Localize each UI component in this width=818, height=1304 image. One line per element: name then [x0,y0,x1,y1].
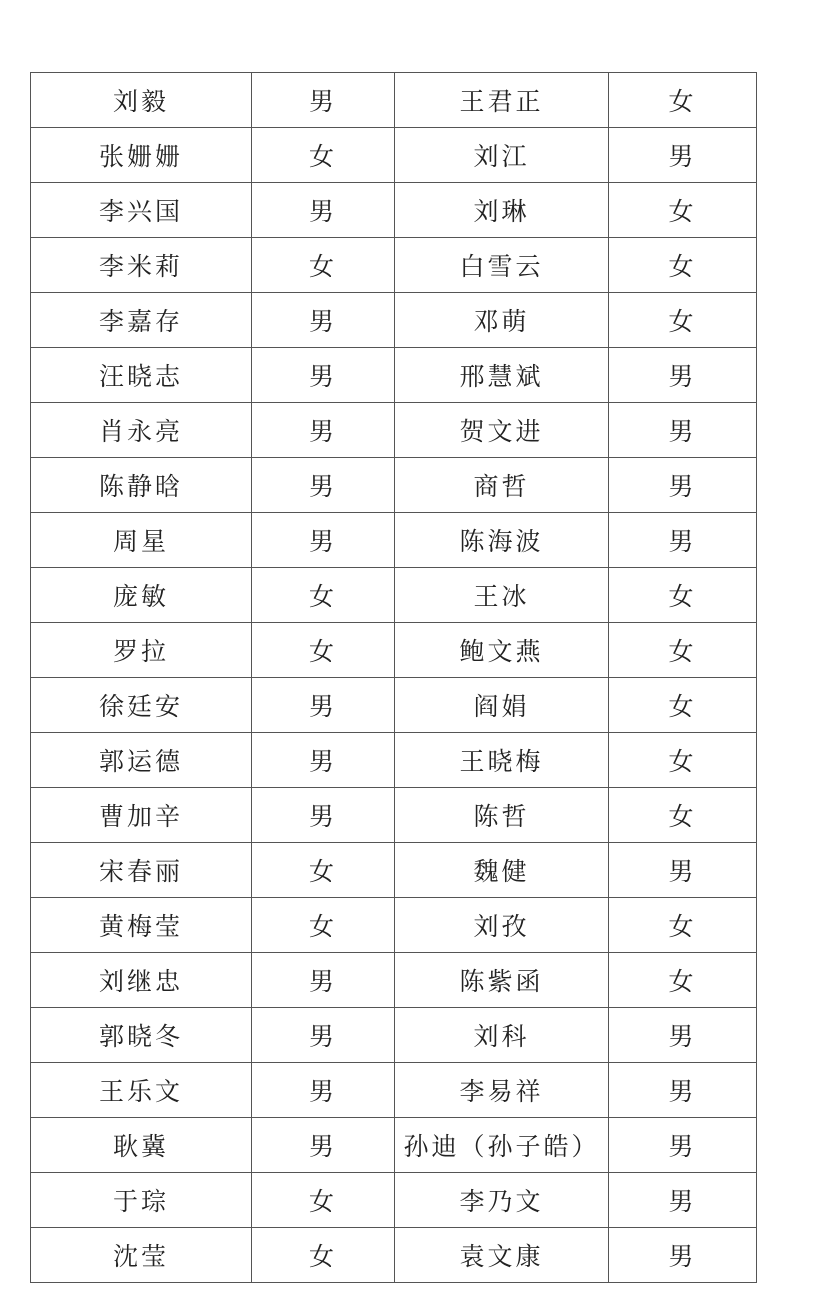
table-row [31,128,757,183]
gender-cell: 男 [252,403,395,458]
gender-cell: 男 [609,403,757,458]
gender-cell: 女 [252,898,395,953]
table-row [31,898,757,953]
gender-cell: 男 [252,183,395,238]
gender-cell: 男 [252,678,395,733]
gender-cell: 男 [609,1118,757,1173]
gender-cell: 女 [609,953,757,1008]
name-cell: 李嘉存 [31,293,252,348]
name-cell: 陈海波 [395,513,609,568]
name-cell: 陈哲 [395,788,609,843]
name-cell: 鲍文燕 [395,623,609,678]
name-cell: 郭晓冬 [31,1008,252,1063]
gender-cell: 女 [252,1173,395,1228]
table-row [31,1063,757,1118]
gender-cell: 女 [252,128,395,183]
table-row [31,1008,757,1063]
gender-cell: 女 [252,623,395,678]
name-cell: 李米莉 [31,238,252,293]
gender-cell: 女 [609,678,757,733]
roster-table-body [31,73,757,1283]
gender-cell: 男 [609,1008,757,1063]
gender-cell: 男 [252,348,395,403]
name-cell: 刘孜 [395,898,609,953]
gender-cell: 男 [609,128,757,183]
name-cell: 孙迪（孙子皓） [395,1118,609,1173]
name-cell: 王冰 [395,568,609,623]
table-row [31,458,757,513]
name-cell: 汪晓志 [31,348,252,403]
gender-cell: 男 [252,458,395,513]
name-cell: 庞敏 [31,568,252,623]
gender-cell: 女 [609,788,757,843]
name-cell: 魏健 [395,843,609,898]
gender-cell: 男 [252,733,395,788]
name-cell: 邢慧斌 [395,348,609,403]
name-cell: 阎娟 [395,678,609,733]
name-cell: 宋春丽 [31,843,252,898]
name-cell: 陈静晗 [31,458,252,513]
gender-cell: 女 [609,568,757,623]
table-row [31,513,757,568]
name-cell: 商哲 [395,458,609,513]
name-cell: 罗拉 [31,623,252,678]
table-row [31,953,757,1008]
name-cell: 沈莹 [31,1228,252,1283]
table-row [31,678,757,733]
table-row [31,293,757,348]
roster-table [30,72,757,1283]
name-cell: 刘毅 [31,73,252,128]
gender-cell: 男 [252,1063,395,1118]
name-cell: 郭运德 [31,733,252,788]
gender-cell: 男 [609,513,757,568]
table-row [31,1228,757,1283]
name-cell: 李兴国 [31,183,252,238]
name-cell: 陈紫函 [395,953,609,1008]
table-row [31,568,757,623]
table-row [31,73,757,128]
table-row [31,348,757,403]
name-cell: 徐廷安 [31,678,252,733]
gender-cell: 男 [252,513,395,568]
gender-cell: 女 [252,843,395,898]
name-cell: 李易祥 [395,1063,609,1118]
name-cell: 王君正 [395,73,609,128]
gender-cell: 男 [252,953,395,1008]
gender-cell: 男 [609,1063,757,1118]
name-cell: 贺文进 [395,403,609,458]
gender-cell: 女 [609,898,757,953]
gender-cell: 女 [609,238,757,293]
gender-cell: 女 [252,238,395,293]
gender-cell: 女 [609,623,757,678]
gender-cell: 男 [609,843,757,898]
table-row [31,238,757,293]
table-row [31,1173,757,1228]
gender-cell: 女 [609,73,757,128]
name-cell: 黄梅莹 [31,898,252,953]
gender-cell: 女 [609,733,757,788]
gender-cell: 女 [252,568,395,623]
name-cell: 刘继忠 [31,953,252,1008]
gender-cell: 女 [252,1228,395,1283]
gender-cell: 女 [609,183,757,238]
name-cell: 周星 [31,513,252,568]
gender-cell: 男 [252,73,395,128]
gender-cell: 男 [252,1118,395,1173]
gender-cell: 男 [252,293,395,348]
name-cell: 张姗姗 [31,128,252,183]
name-cell: 白雪云 [395,238,609,293]
gender-cell: 男 [609,1173,757,1228]
gender-cell: 男 [252,788,395,843]
name-cell: 肖永亮 [31,403,252,458]
table-row [31,403,757,458]
gender-cell: 男 [609,348,757,403]
gender-cell: 男 [609,1228,757,1283]
name-cell: 王晓梅 [395,733,609,788]
name-cell: 刘科 [395,1008,609,1063]
name-cell: 刘琳 [395,183,609,238]
name-cell: 曹加辛 [31,788,252,843]
table-row [31,623,757,678]
name-cell: 耿冀 [31,1118,252,1173]
name-cell: 李乃文 [395,1173,609,1228]
gender-cell: 男 [252,1008,395,1063]
name-cell: 袁文康 [395,1228,609,1283]
table-row [31,1118,757,1173]
roster-sheet [30,72,756,1283]
table-row [31,788,757,843]
table-row [31,733,757,788]
name-cell: 王乐文 [31,1063,252,1118]
name-cell: 邓萌 [395,293,609,348]
name-cell: 刘江 [395,128,609,183]
table-row [31,843,757,898]
table-row [31,183,757,238]
gender-cell: 女 [609,293,757,348]
name-cell: 于琮 [31,1173,252,1228]
gender-cell: 男 [609,458,757,513]
